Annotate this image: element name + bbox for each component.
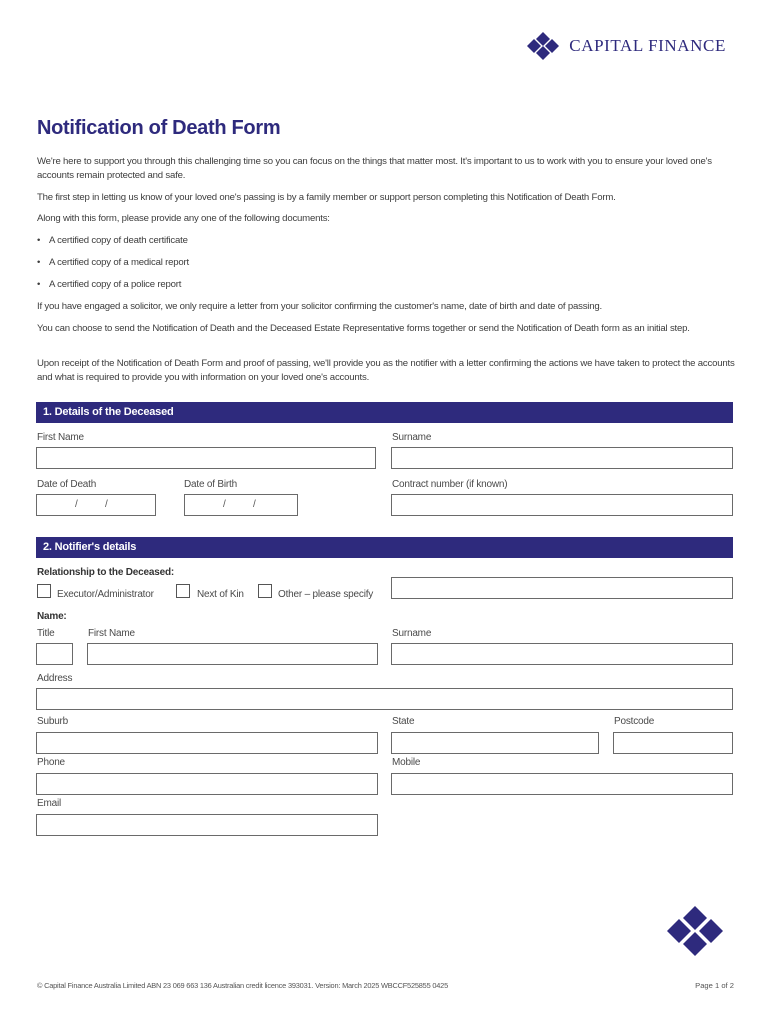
state-field[interactable]	[391, 732, 599, 754]
note-paragraph: You can choose to send the Notification of Death and the Deceased Estate Representative forms together or send the Notification of Death form as an initial step.	[37, 323, 690, 334]
postcode-label: Postcode	[614, 716, 655, 727]
notifier-first-name-label: First Name	[88, 628, 135, 639]
date-of-death-field[interactable]	[36, 494, 156, 516]
email-field[interactable]	[36, 814, 378, 836]
name-label: Name:	[37, 611, 67, 622]
notifier-surname-label: Surname	[392, 628, 432, 639]
brand-logo	[523, 32, 726, 60]
document-item: • A certified copy of a medical report	[37, 257, 189, 268]
date-separator: /	[223, 499, 226, 510]
email-label: Email	[37, 798, 62, 809]
deceased-first-name-label: First Name	[37, 432, 84, 443]
section-2-heading: 2. Notifier's details	[36, 537, 733, 558]
notifier-surname-field[interactable]	[391, 643, 733, 665]
phone-label: Phone	[37, 757, 65, 768]
other-specify-field[interactable]	[391, 577, 733, 599]
date-of-death-label: Date of Death	[37, 479, 97, 490]
intro-paragraph: The first step in letting us know of your loved one's passing is by a family member or support person completing this Notification of Death Form.	[37, 192, 616, 203]
capital-finance-diamond-icon	[660, 906, 730, 958]
mobile-label: Mobile	[392, 757, 421, 768]
date-of-birth-label: Date of Birth	[184, 479, 237, 490]
date-separator: /	[253, 499, 256, 510]
address-field[interactable]	[36, 688, 733, 710]
section-1-heading: 1. Details of the Deceased	[36, 402, 733, 423]
postcode-field[interactable]	[613, 732, 733, 754]
contract-number-label: Contract number (if known)	[392, 479, 508, 490]
intro-paragraph: We're here to support you through this challenging time so you can focus on the things that matter most. It's important to us to work with you to ensure your loved one's accounts remain protected and safe.	[37, 156, 712, 181]
title-field[interactable]	[36, 643, 73, 665]
other-option-label: Other – please specify	[278, 589, 374, 600]
footer-legal: © Capital Finance Australia Limited ABN 23 069 663 136 Australian credit licence 393031. Version: March 2025 WBCCF525855 0425	[37, 981, 449, 990]
relationship-label: Relationship to the Deceased:	[37, 567, 175, 578]
title-label: Title	[37, 628, 55, 639]
deceased-surname-field[interactable]	[391, 447, 733, 469]
date-separator: /	[105, 499, 108, 510]
date-of-birth-field[interactable]	[184, 494, 298, 516]
state-label: State	[392, 716, 415, 727]
intro-paragraph: Along with this form, please provide any one of the following documents:	[37, 213, 330, 224]
brand-name: CAPITAL FINANCE	[569, 36, 726, 55]
notifier-first-name-field[interactable]	[87, 643, 378, 665]
page-number: Page 1 of 2	[695, 981, 734, 990]
executor-option-label: Executor/Administrator	[57, 589, 154, 600]
date-separator: /	[75, 499, 78, 510]
next-of-kin-checkbox[interactable]	[176, 584, 190, 598]
other-checkbox[interactable]	[258, 584, 272, 598]
contract-number-field[interactable]	[391, 494, 733, 516]
deceased-surname-label: Surname	[392, 432, 432, 443]
address-label: Address	[37, 673, 73, 684]
executor-checkbox[interactable]	[37, 584, 51, 598]
document-item: • A certified copy of death certificate	[37, 235, 188, 246]
next-of-kin-option-label: Next of Kin	[197, 589, 244, 600]
note-paragraph: If you have engaged a solicitor, we only require a letter from your solicitor confirming the customer's name, date of birth and date of passing.	[37, 301, 602, 312]
capital-finance-diamond-icon	[523, 32, 563, 60]
phone-field[interactable]	[36, 773, 378, 795]
document-item: • A certified copy of a police report	[37, 279, 182, 290]
deceased-first-name-field[interactable]	[36, 447, 376, 469]
mobile-field[interactable]	[391, 773, 733, 795]
page-title: Notification of Death Form	[37, 117, 281, 139]
note-paragraph: Upon receipt of the Notification of Death Form and proof of passing, we'll provide you as the notifier with a letter confirming the actions we have taken to protect the accounts and what is required to provide you with information on your loved one's accounts.	[37, 358, 735, 383]
suburb-label: Suburb	[37, 716, 69, 727]
suburb-field[interactable]	[36, 732, 378, 754]
